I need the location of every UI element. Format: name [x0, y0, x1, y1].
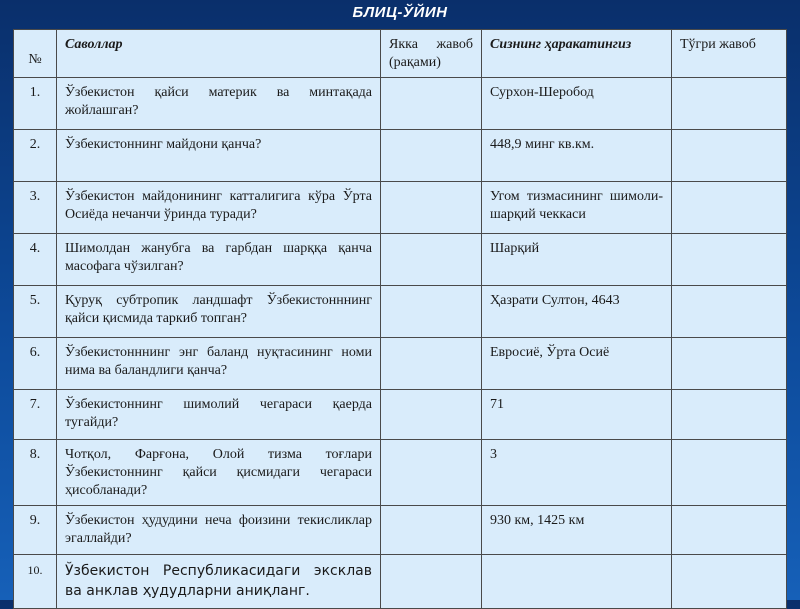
single-answer-cell[interactable] — [381, 182, 482, 234]
table-row — [14, 390, 787, 440]
row-number: 7. — [14, 390, 57, 440]
table-row — [14, 286, 787, 338]
correct-answer-cell[interactable] — [672, 390, 787, 440]
your-action-cell: 3 — [482, 440, 672, 506]
question-cell: Ўзбекистонннинг энг баланд нуқтасининг номи нима ва баландлиги қанча? — [57, 338, 381, 390]
correct-answer-cell[interactable] — [672, 506, 787, 555]
table-row — [14, 234, 787, 286]
row-number: 9. — [14, 506, 57, 555]
question-cell: Ўзбекистон Республикасидаги эксклав ва анклав ҳудудларни аниқланг. — [57, 555, 381, 609]
question-cell: Ўзбекистоннинг майдони қанча? — [57, 130, 381, 182]
correct-answer-cell[interactable] — [672, 338, 787, 390]
question-cell: Ўзбекистон ҳудудини неча фоизини текисликлар эгаллайди? — [57, 506, 381, 555]
single-answer-cell[interactable] — [381, 338, 482, 390]
header-your-actions: Сизнинг ҳаракатингиз — [482, 30, 672, 78]
correct-answer-cell[interactable] — [672, 182, 787, 234]
correct-answer-cell[interactable] — [672, 130, 787, 182]
your-action-cell: 448,9 минг кв.км. — [482, 130, 672, 182]
table-row — [14, 78, 787, 130]
question-cell: Ўзбекистон қайси материк ва минтақада жойлашган? — [57, 78, 381, 130]
your-action-cell — [482, 555, 672, 609]
table-row — [14, 440, 787, 506]
header-correct-answer: Тўгри жавоб — [672, 30, 787, 78]
single-answer-cell[interactable] — [381, 390, 482, 440]
question-cell: Чотқол, Фарғона, Олой тизма тоғлари Ўзбекистоннинг қайси қисмидаги чегараси ҳисобланади? — [57, 440, 381, 506]
header-single-answer: Якка жавоб (рақами) — [381, 30, 482, 78]
question-cell: Қуруқ субтропик ландшафт Ўзбекистонннинг қайси қисмида таркиб топган? — [57, 286, 381, 338]
question-cell: Ўзбекистоннинг шимолий чегараси қаерда тугайди? — [57, 390, 381, 440]
row-number: 8. — [14, 440, 57, 506]
single-answer-cell[interactable] — [381, 234, 482, 286]
header-num: № — [14, 30, 57, 78]
your-action-cell: 71 — [482, 390, 672, 440]
single-answer-cell[interactable] — [381, 506, 482, 555]
row-number: 2. — [14, 130, 57, 182]
row-number: 1. — [14, 78, 57, 130]
row-number: 4. — [14, 234, 57, 286]
correct-answer-cell[interactable] — [672, 286, 787, 338]
correct-answer-cell[interactable] — [672, 234, 787, 286]
correct-answer-cell[interactable] — [672, 440, 787, 506]
single-answer-cell[interactable] — [381, 440, 482, 506]
your-action-cell: 930 км, 1425 км — [482, 506, 672, 555]
correct-answer-cell[interactable] — [672, 555, 787, 609]
row-number: 5. — [14, 286, 57, 338]
single-answer-cell[interactable] — [381, 78, 482, 130]
your-action-cell: Ҳазрати Султон, 4643 — [482, 286, 672, 338]
table-row — [14, 506, 787, 555]
your-action-cell: Угом тизмасининг шимоли-шарқий чеккаси — [482, 182, 672, 234]
header-questions: Саволлар — [57, 30, 381, 78]
correct-answer-cell[interactable] — [672, 78, 787, 130]
row-number: 6. — [14, 338, 57, 390]
question-cell: Ўзбекистон майдонининг катталигига кўра Ўрта Осиёда нечанчи ўринда туради? — [57, 182, 381, 234]
table-row — [14, 338, 787, 390]
row-number: 10. — [14, 555, 57, 609]
table-row — [14, 555, 787, 609]
your-action-cell: Шарқий — [482, 234, 672, 286]
your-action-cell: Евросиё, Ўрта Осиё — [482, 338, 672, 390]
table-row — [14, 130, 787, 182]
single-answer-cell[interactable] — [381, 130, 482, 182]
table-row — [14, 182, 787, 234]
single-answer-cell[interactable] — [381, 286, 482, 338]
single-answer-cell[interactable] — [381, 555, 482, 609]
page-title: БЛИЦ-ЎЙИН — [352, 4, 448, 21]
quiz-table — [13, 29, 787, 609]
question-cell: Шимолдан жанубга ва гарбдан шарққа қанча масофага чўзилган? — [57, 234, 381, 286]
your-action-cell: Сурхон-Шеробод — [482, 78, 672, 130]
row-number: 3. — [14, 182, 57, 234]
header-row — [14, 30, 787, 78]
